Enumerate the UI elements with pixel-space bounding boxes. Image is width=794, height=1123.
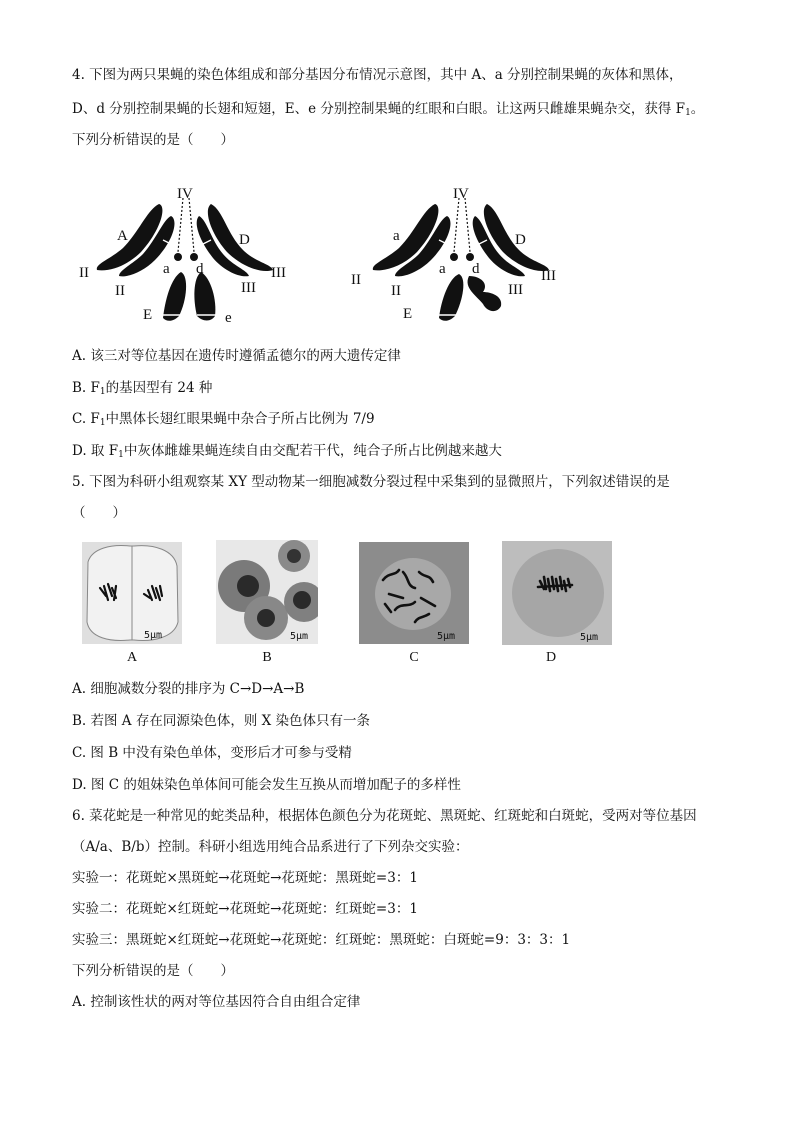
q4-stem-line3: 下列分析错误的是（ ） <box>72 132 234 148</box>
label-chromosome-iii-outer: III <box>271 265 286 281</box>
q4-option-c-text: 中黑体长翅红眼果蝇中杂合子所占比例为 7/9 <box>105 411 375 427</box>
label-chromosome-ii-outer: II <box>79 265 89 281</box>
q4-stem-line2-end: 。 <box>690 101 705 117</box>
q4-option-c <box>72 410 375 432</box>
q4-option-b-sub: 1 <box>99 387 106 397</box>
label-gene-d: d <box>472 261 480 277</box>
label-gene-a: a <box>163 261 170 277</box>
q6-experiment-3: 实验三：黑斑蛇×红斑蛇→花斑蛇→花斑蛇：红斑蛇：黑斑蛇：白斑蛇=9：3：3：1 <box>72 932 571 948</box>
label-gene-e: e <box>225 310 232 326</box>
q6-stem-line1: 6. 菜花蛇是一种常见的蛇类品种，根据体色颜色分为花斑蛇、黑斑蛇、红斑蛇和白斑蛇，受两对等位基因 <box>72 808 697 824</box>
scale-bar-label: 5μm <box>144 630 163 641</box>
q4-option-c-sub: 1 <box>99 418 106 428</box>
scale-bar-label: 5μm <box>290 631 309 642</box>
label-gene-E: E <box>403 306 413 322</box>
micrograph-a-label: A <box>126 650 138 665</box>
chromosome-iv-dot <box>174 253 182 261</box>
label-gene-D: D <box>515 232 526 248</box>
label-chromosome-ii-inner: II <box>115 283 125 299</box>
left-fly-chromosomes <box>79 186 286 326</box>
label-iv: IV <box>453 186 469 202</box>
micrograph-c-label: C <box>409 650 419 665</box>
label-iv: IV <box>177 186 193 202</box>
micrograph-b <box>216 540 318 644</box>
chromosome-x <box>439 274 463 321</box>
q4-option-d-prefix: D. 取 F <box>72 443 119 459</box>
chromosome-figure <box>75 180 575 330</box>
scale-bar-label: 5μm <box>580 632 599 643</box>
q4-subscript: 1 <box>685 108 691 118</box>
label-chromosome-ii-inner: II <box>391 283 401 299</box>
label-chromosome-iii-inner: III <box>508 282 523 298</box>
chromosome-iv-dot <box>450 253 458 261</box>
q4-stem-line2-text: D、d 分别控制果蝇的长翅和短翅，E、e 分别控制果蝇的红眼和白眼。让这两只雌雄果蝇杂交，获得 F <box>72 101 686 117</box>
q6-stem-line3: 下列分析错误的是（ ） <box>72 963 234 979</box>
q5-option-b: B. 若图 A 存在同源染色体，则 X 染色体只有一条 <box>72 713 371 729</box>
micrograph-b-label: B <box>262 650 272 665</box>
q4-option-a: A. 该三对等位基因在遗传时遵循孟德尔的两大遗传定律 <box>72 348 401 364</box>
label-gene-E: E <box>143 307 153 323</box>
q5-option-a: A. 细胞减数分裂的排序为 C→D→A→B <box>72 681 305 697</box>
q4-option-d-sub: 1 <box>118 450 124 460</box>
q6-experiment-2: 实验二：花斑蛇×红斑蛇→花斑蛇→花斑蛇：红斑蛇=3：1 <box>72 901 418 917</box>
iv-dotted-line <box>465 198 470 252</box>
q6-experiment-1: 实验一：花斑蛇×黑斑蛇→花斑蛇→花斑蛇：黑斑蛇=3：1 <box>72 870 418 886</box>
q4-option-b-prefix: B. F <box>72 380 100 396</box>
q5-option-d: D. 图 C 的姐妹染色单体间可能会发生互换从而增加配子的多样性 <box>72 777 461 793</box>
label-gene-a: a <box>439 261 446 277</box>
q4-option-b-text: 的基因型有 24 种 <box>105 380 213 396</box>
chromosome-iv-dot <box>190 253 198 261</box>
micrograph-d-label: D <box>545 650 557 665</box>
chromosome-x-left <box>163 272 186 321</box>
label-chromosome-iii-outer: III <box>541 268 556 284</box>
q4-option-d <box>72 442 502 464</box>
q6-option-a: A. 控制该性状的两对等位基因符合自由组合定律 <box>72 994 361 1010</box>
q4-option-b <box>72 379 212 401</box>
q6-stem-line2: （A/a、B/b）控制。科研小组选用纯合品系进行了下列杂交实验： <box>72 839 469 855</box>
label-chromosome-ii-outer: II <box>351 272 361 288</box>
label-gene-a-top: a <box>393 228 400 244</box>
q5-stem-line2: （ ） <box>72 505 126 521</box>
q4-option-c-prefix: C. F <box>72 411 100 427</box>
q5-stem-line1: 5. 下图为科研小组观察某 XY 型动物某一细胞减数分裂过程中采集到的显微照片，下列叙述错误的是 <box>72 474 670 490</box>
q4-stem-line1: 4. 下图为两只果蝇的染色体组成和部分基因分布情况示意图，其中 A、a 分别控制果蝇的灰体和黑体， <box>72 67 683 83</box>
micrograph-d <box>502 541 612 645</box>
label-gene-A: A <box>117 228 128 244</box>
micrograph-c <box>359 542 469 644</box>
label-gene-D: D <box>239 232 250 248</box>
label-gene-d: d <box>196 261 204 277</box>
right-fly-chromosomes <box>351 186 556 322</box>
micrograph-a <box>82 542 182 644</box>
chromosome-x-right <box>194 272 215 321</box>
iv-dotted-line <box>454 198 459 252</box>
chromosome-iv-dot <box>466 253 474 261</box>
q4-stem-line2 <box>72 100 704 122</box>
iv-dotted-line <box>178 198 183 252</box>
chromosome-y <box>468 276 502 311</box>
label-chromosome-iii-inner: III <box>241 280 256 296</box>
scale-bar-label: 5μm <box>437 631 456 642</box>
iv-dotted-line <box>189 198 194 252</box>
q4-option-d-text: 中灰体雌雄果蝇连续自由交配若干代，纯合子所占比例越来越大 <box>123 443 502 459</box>
q5-option-c: C. 图 B 中没有染色单体，变形后才可参与受精 <box>72 745 352 761</box>
